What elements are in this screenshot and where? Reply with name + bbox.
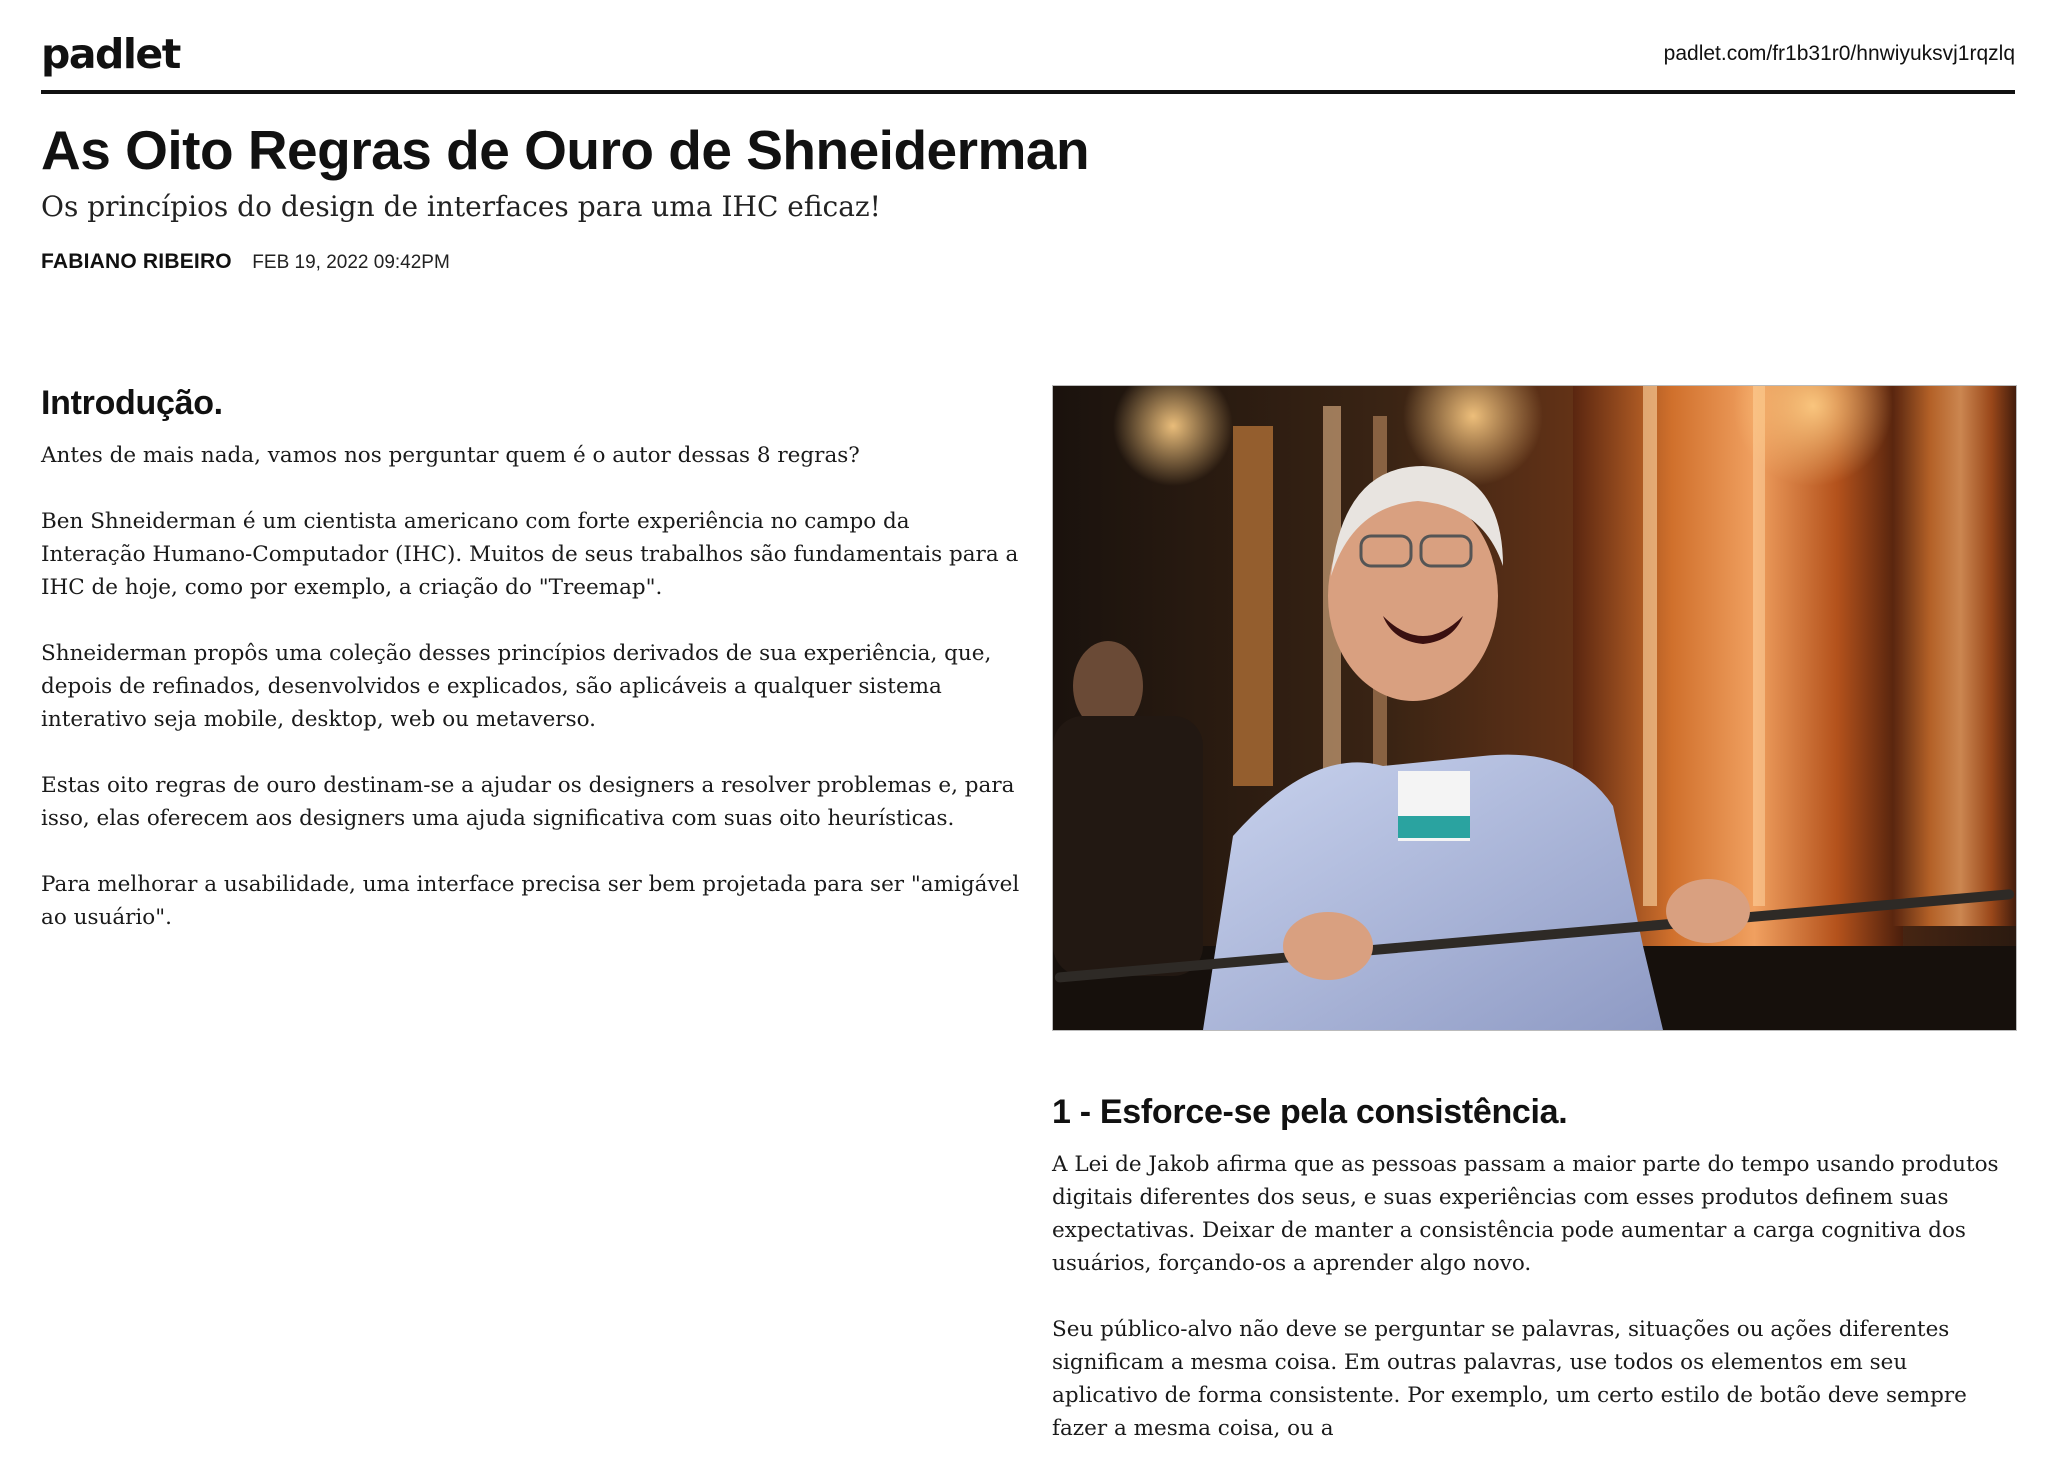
- byline: [41, 250, 450, 274]
- rule-1-paragraph: A Lei de Jakob afirma que as pessoas passam a maior parte do tempo usando produtos digitais diferentes dos seus, e suas experiências com esses produtos definem suas expectativas. Deixar de manter a consistência pode aumentar a carga cognitiva dos usuários, forçando-os a aprender algo novo.: [1052, 1152, 1999, 1276]
- intro-heading: Introdução.: [41, 384, 223, 422]
- photo-illustration: [1053, 386, 2016, 1030]
- padlet-url[interactable]: padlet.com/fr1b31r0/hnwiyuksvj1rqzlq: [1663, 42, 2015, 65]
- rule-1-section: [1052, 1093, 2015, 1478]
- post-title: As Oito Regras de Ouro de Shneiderman: [41, 119, 1090, 181]
- intro-section: [41, 384, 1021, 967]
- intro-paragraph: Estas oito regras de ouro destinam-se a ajudar os designers a resolver problemas e, para isso, elas oferecem aos designers uma ajuda significativa com suas oito heurísticas.: [41, 773, 1015, 831]
- author-name: FABIANO RIBEIRO: [41, 250, 232, 273]
- intro-paragraph: Para melhorar a usabilidade, uma interface precisa ser bem projetada para ser "amigável ao usuário".: [41, 872, 1020, 930]
- padlet-logo[interactable]: padlet: [41, 30, 180, 78]
- post-subtitle: Os princípios do design de interfaces para uma IHC eficaz!: [41, 190, 881, 223]
- rule-1-heading: 1 - Esforce-se pela consistência.: [1052, 1093, 1568, 1131]
- rule-1-paragraph: Seu público-alvo não deve se perguntar se palavras, situações ou ações diferentes significam a mesma coisa. Em outras palavras, use todos os elementos em seu aplicativo de forma consistente. Por exemplo, um certo estilo de botão deve sempre fazer a mesma coisa, ou a: [1052, 1317, 1967, 1441]
- post-date: FEB 19, 2022 09:42PM: [252, 252, 450, 273]
- intro-paragraph: Ben Shneiderman é um cientista americano com forte experiência no campo da Interação Humano-Computador (IHC). Muitos de seus trabalhos são fundamentais para a IHC de hoje, como por exemplo, a criação do "Treemap".: [41, 509, 1019, 600]
- shneiderman-photo[interactable]: [1052, 385, 2017, 1031]
- intro-paragraph: Shneiderman propôs uma coleção desses princípios derivados de sua experiência, que, depois de refinados, desenvolvidos e explicados, são aplicáveis a qualquer sistema interativo seja mobile, desktop, web ou metaverso.: [41, 641, 992, 732]
- intro-paragraph: Antes de mais nada, vamos nos perguntar quem é o autor dessas 8 regras?: [41, 443, 860, 468]
- top-bar: [41, 28, 2015, 94]
